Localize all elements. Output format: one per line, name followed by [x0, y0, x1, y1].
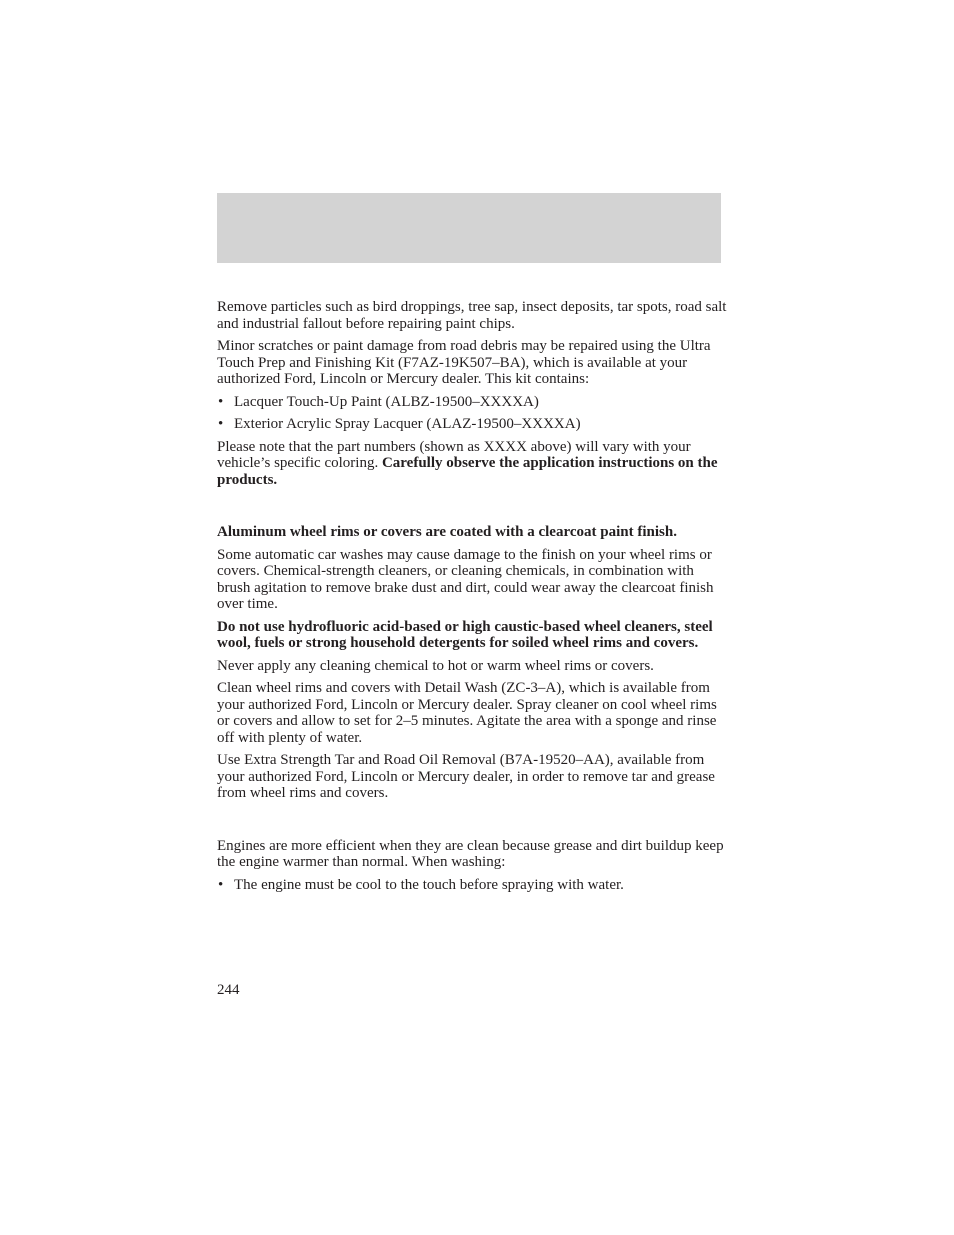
section-engine [217, 838, 727, 894]
paragraph-text: Please note that the part numbers (shown as XXXX above) will vary with your vehicle’s specific coloring. [217, 438, 691, 471]
list-item [217, 877, 727, 894]
page-number: 244 [217, 982, 240, 998]
wheel-finish-notice: Aluminum wheel rims or covers are coated with a clearcoat paint finish. [217, 524, 677, 540]
wheel-cleaner-caution: Do not use hydrofluoric acid-based or high caustic-based wheel cleaners, steel wool, fuels or strong household detergents for soiled wheel rims and covers. [217, 618, 713, 651]
paragraph: Use Extra Strength Tar and Road Oil Removal (B7A-19520–AA), available from your authorized Ford, Lincoln or Mercury dealer, in order to remove tar and grease from wheel rims and covers. [217, 752, 715, 801]
section-gap [217, 808, 727, 838]
list-item [217, 394, 727, 411]
paragraph [217, 439, 727, 489]
bullet-icon: • [218, 393, 224, 410]
list-item-text: The engine must be cool to the touch before spraying with water. [234, 876, 624, 893]
section-paint-chips [217, 299, 727, 488]
bullet-icon: • [218, 876, 224, 893]
bullet-icon: • [218, 416, 224, 432]
paragraph: Engines are more efficient when they are clean because grease and dirt buildup keep the engine warmer than normal. When washing: [217, 837, 724, 870]
section-gap [217, 494, 727, 524]
page-content [217, 299, 727, 899]
list-item-text: Exterior Acrylic Spray Lacquer (ALAZ-19500–XXXXA) [234, 416, 581, 432]
list-item [217, 416, 727, 433]
list-item-text: Lacquer Touch-Up Paint (ALBZ-19500–XXXXA) [234, 393, 539, 410]
paragraph: Remove particles such as bird droppings, tree sap, insect deposits, tar spots, road salt and industrial fallout before repairing paint chips. [217, 299, 727, 332]
paragraph: Never apply any cleaning chemical to hot or warm wheel rims or covers. [217, 657, 654, 674]
paragraph: Clean wheel rims and covers with Detail Wash (ZC-3–A), which is available from your authorized Ford, Lincoln or Mercury dealer. Spray cleaner on cool wheel rims or covers and allow to set for 2–5 minutes. Agitate the area with a sponge and rinse off with plenty of water. [217, 680, 717, 746]
instruction-emphasis: Carefully observe the application instructions on the products. [217, 455, 718, 488]
paragraph: Some automatic car washes may cause damage to the finish on your wheel rims or covers. Chemical-strength cleaners, or cleaning chemicals, in combination with brush agitation to remove brake dust and dirt, could wear away the clearcoat finish over time. [217, 546, 714, 612]
header-band [217, 193, 721, 263]
paragraph: Minor scratches or paint damage from road debris may be repaired using the Ultra Touch Prep and Finishing Kit (F7AZ-19K507–BA), which is available at your authorized Ford, Lincoln or Mercury dealer. This kit contains: [217, 338, 711, 387]
section-wheels [217, 524, 727, 802]
